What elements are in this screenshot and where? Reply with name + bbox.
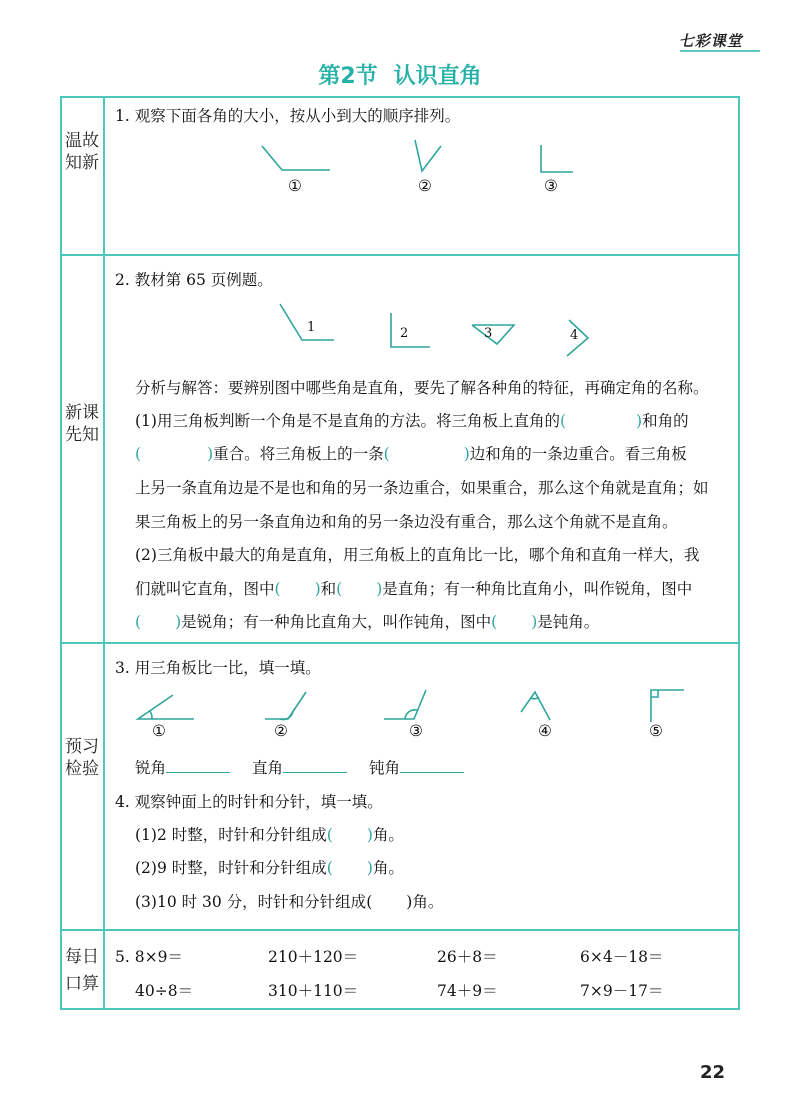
angle-label: ① [288, 177, 302, 195]
calc-item: 40÷8＝ [135, 982, 194, 1000]
page-number: 22 [700, 1062, 726, 1083]
angle-label: 1 [307, 320, 316, 335]
brand-logo: 七彩课堂 [677, 32, 746, 50]
text-fragment: (2)9 时整，时针和分针组成 [135, 859, 327, 877]
right-angle-mark [651, 690, 658, 697]
right-answer-line[interactable] [283, 758, 347, 773]
angle-label: ② [418, 177, 432, 195]
text-fragment: (1)用三角板判断一个角是不是直角的方法。将三角板上直角的 [135, 412, 560, 430]
section-label-review: 温故知新 [65, 131, 99, 173]
angle-label: ④ [538, 722, 552, 740]
acute-answer-row [135, 756, 230, 778]
right-answer-row [252, 756, 347, 778]
arc-mark [150, 711, 152, 719]
answer-blank[interactable]: ( ) [135, 613, 182, 631]
text-fragment: 和 [320, 580, 337, 598]
obtuse-label: 钝角 [369, 759, 401, 777]
q2-prompt: 2. 教材第 65 页例题。 [115, 271, 273, 289]
section-label-preview: 新课先知 [65, 403, 99, 445]
acute-answer-line[interactable] [166, 758, 230, 773]
answer-blank[interactable]: ( ) [135, 445, 214, 463]
answer-blank[interactable]: ( ) [336, 580, 383, 598]
angle-label: ③ [544, 177, 558, 195]
text-fragment: 角。 [372, 859, 404, 877]
text-fragment: 角。 [412, 893, 444, 911]
angle-label: 2 [400, 326, 409, 341]
section-label-check: 预习检验 [65, 737, 99, 779]
calc-item: 310＋110＝ [268, 982, 359, 1000]
q1-prompt: 1. 观察下面各角的大小，按从小到大的顺序排列。 [115, 107, 461, 125]
answer-blank[interactable]: ( ) [383, 445, 470, 463]
angle-label: 4 [570, 328, 579, 343]
angle-label: ③ [409, 722, 423, 740]
angle-label: 3 [484, 326, 493, 341]
text-fragment: 重合。将三角板上的一条 [213, 445, 384, 463]
obtuse-answer-line[interactable] [400, 758, 464, 773]
angle-figure [384, 690, 426, 719]
analysis-text: 分析与解答：要辨别图中哪些角是直角，要先了解各种角的特征，再确定角的名称。 [135, 379, 709, 397]
acute-label: 锐角 [135, 759, 167, 777]
text-fragment: 们就叫它直角，图中 [135, 580, 275, 598]
answer-blank[interactable]: ( ) [326, 859, 373, 877]
calc-item: 210＋120＝ [268, 948, 359, 966]
obtuse-answer-row [369, 756, 464, 778]
angle-label: ① [152, 722, 166, 740]
calc-item: 5. 8×9＝ [115, 948, 183, 966]
p1-line4: 果三角板上的另一条直角边和角的另一条边没有重合，那么这个角就不是直角。 [135, 513, 678, 531]
q3-prompt: 3. 用三角板比一比，填一填。 [115, 659, 321, 677]
angle-figure [138, 695, 194, 719]
answer-blank[interactable]: ( ) [559, 412, 643, 430]
answer-blank[interactable]: ( ) [274, 580, 321, 598]
text-fragment: 是直角；有一种角比直角小，叫作锐角，图中 [382, 580, 693, 598]
section-title: 认识直角 [393, 64, 482, 89]
p1-line3: 上另一条直角边是不是也和角的另一条边重合，如果重合，那么这个角就是直角；如 [135, 479, 709, 497]
text-fragment: 是锐角；有一种角比直角大，叫作钝角，图中 [181, 613, 492, 631]
calc-item: 26＋8＝ [437, 948, 498, 966]
answer-blank[interactable]: ( ) [491, 613, 538, 631]
q4-item3 [135, 890, 443, 912]
angle-label: ② [274, 722, 288, 740]
text-fragment: (3)10 时 30 分，时针和分针组成 [135, 893, 367, 911]
q4-prompt: 4. 观察钟面上的时针和分针，填一填。 [115, 793, 383, 811]
text-fragment: 是钝角。 [537, 613, 600, 631]
q4-item1 [135, 823, 404, 845]
calc-item: 74＋9＝ [437, 982, 498, 1000]
text-fragment: 和角的 [642, 412, 689, 430]
text-fragment: (1)2 时整，时针和分针组成 [135, 826, 327, 844]
angle-label: ⑤ [649, 722, 663, 740]
answer-blank[interactable]: ( ) [326, 826, 373, 844]
angle-figure [521, 692, 550, 720]
calc-item: 7×9－17＝ [580, 982, 664, 1000]
angle-figure [265, 692, 306, 719]
q4-item2 [135, 856, 404, 878]
section-number: 第2节 [318, 64, 378, 89]
text-fragment: 角。 [372, 826, 404, 844]
answer-blank[interactable]: ( ) [366, 893, 413, 911]
angle-figure [651, 690, 684, 722]
section-label-mental-math: 每日口算 [65, 947, 99, 994]
p2-line1: (2)三角板中最大的角是直角，用三角板上的直角比一比，哪个角和直角一样大，我 [135, 546, 700, 564]
text-fragment: 边和角的一条边重合。看三角板 [469, 445, 687, 463]
calc-item: 6×4－18＝ [580, 948, 664, 966]
right-label: 直角 [252, 759, 284, 777]
